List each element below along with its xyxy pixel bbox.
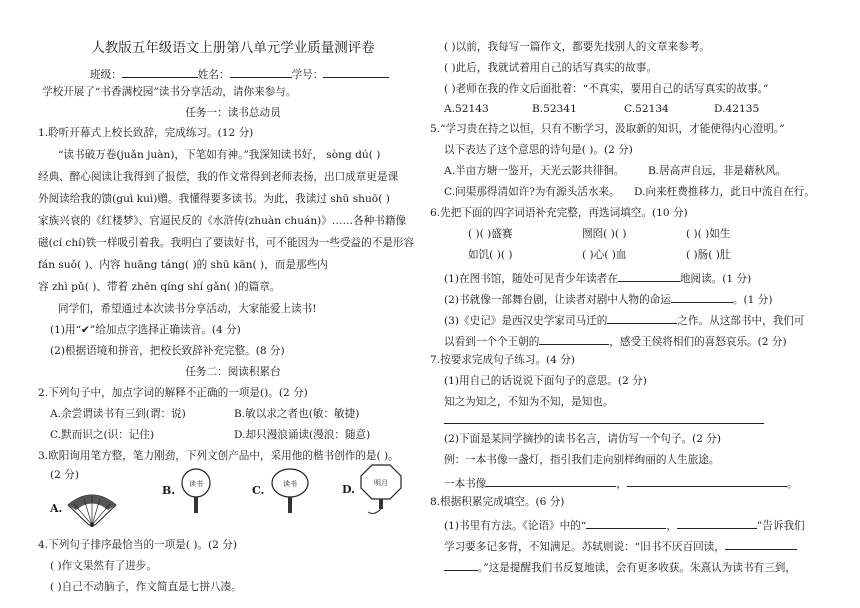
q4-option-d: D.42135 [714, 103, 760, 115]
q2-option-b: B.敏以求之者也(敏：敏捷) [234, 408, 360, 420]
q6-word: 如饥( )( ) [468, 249, 513, 261]
q6-sub2-text: (2)书就像一部舞台剧，让读者对剧中人物的命运 [444, 294, 671, 306]
q1-line: 容 zhì pǔ( )、带着 zhēn qíng shí gǎn( )的篇章。 [38, 281, 281, 293]
q5-option-c: C.问渠那得清如许?为有源头活水来。 [444, 186, 620, 198]
q6-sub3-end: ，感受王侯将相们的喜怒哀乐。(2 分) [609, 336, 787, 348]
fan-icon [176, 465, 216, 517]
q6-sub2 [444, 292, 772, 306]
q5-option-d: D.向来枉费推移力，此日中流自在行。 [634, 186, 815, 198]
q1-line: 外阅读给我的馈(guì kuì)赠。我懂得要多读书。为此，我读过 shū shuō( ) [38, 193, 390, 205]
q6-word: 囫囵( )( ) [582, 228, 627, 240]
q6-sub3-end: 之作。从这部书中，我们可 [677, 315, 805, 327]
q6-sub2-blank[interactable] [671, 292, 733, 303]
fan-option-label: D. [342, 483, 355, 496]
q2-option-d: D.却只漫浪诵读(漫浪：随意) [234, 429, 371, 441]
q6-sub3-text: 以看到一个个王朝的 [444, 336, 540, 348]
task1-heading: 任务一：读书总动员 [185, 107, 281, 119]
id-field[interactable] [323, 67, 389, 78]
fan-option-label: C. [252, 484, 265, 497]
q5-stem: 5.“学习贵在持之以恒，只有不断学习，汲取新的知识，才能使得内心澄明。” [430, 123, 785, 135]
q6-word: ( )( )如生 [686, 228, 731, 240]
q7-prompt-text: 一本书像 [444, 478, 487, 490]
class-label: 班级： [90, 69, 122, 81]
q1-sub2: (2)根据语境和拼音，把校长致辞补充完整。(8 分) [50, 345, 285, 357]
class-field[interactable] [122, 67, 198, 78]
fan-text: 读书 [283, 480, 297, 488]
q7-blank-1[interactable] [486, 476, 616, 487]
q6-sub2-end: 。(1 分) [732, 294, 773, 306]
fan-icon [64, 491, 120, 529]
q1-sub1: (1)用“✔”给加点字选择正确读音。(4 分) [50, 324, 241, 336]
q4-item: ( )以前，我每写一篇作文，都要先找别人的文章来参考。 [444, 41, 710, 53]
fan-icon [356, 462, 406, 518]
q1-line: fán suǒ( )、内容 huāng táng( )的 shū kān( )，而是那些内 [38, 259, 328, 271]
fan-option-label: A. [50, 502, 63, 515]
q8-text: ， [666, 520, 677, 532]
q8-text: 。”这是提醒我们书反复地读，会有更多收获。朱熹认为读书有三到， [478, 562, 796, 574]
student-info-row [90, 67, 389, 81]
q4-option-c: C.52134 [624, 103, 669, 115]
q8-blank[interactable] [444, 560, 478, 571]
q8-text: ”告诉我们 [756, 520, 805, 532]
q4-stem: 4.下列句子排序最恰当的一项是( )。(2 分) [38, 539, 238, 551]
q6-sub1-text: (1)在图书馆，随处可见青少年读者在 [444, 273, 618, 285]
q6-word: ( )( )盛赛 [468, 228, 513, 240]
q1-line: “读书破万卷(juǎn juàn)，下笔如有神。”我深知读书好， sòng dú( ) [58, 149, 381, 161]
q5-stem: 以下表达了这个意思的诗句是( )。(2 分) [444, 144, 633, 156]
q1-line: 磁(cí chí)铁一样吸引着我。我明白了要读好书，可不能因为一些受益的不是形容 [38, 237, 415, 249]
q2-option-c: C.默而识之(识：记住) [50, 429, 155, 441]
q2-option-a: A.余尝谓读书有三到(谓：说) [50, 408, 186, 420]
q7-quote: 知之为知之，不知为不知，是知也。 [444, 396, 614, 408]
q7-example: 例：一本书像一盏灯，指引我们走向别样绚丽的人生旅途。 [444, 454, 720, 466]
q8-stem: 8.根据积累完成填空。(6 分) [430, 496, 565, 508]
q7-answer-line[interactable] [444, 413, 764, 427]
q6-sub1-blank[interactable] [618, 271, 680, 282]
q5-option-a: A.半亩方塘一鉴开，天光云影共徘徊。 [444, 165, 625, 177]
q7-stem: 7.按要求完成句子练习。(4 分) [430, 354, 576, 366]
q4-item: ( )老师在我的作文后面批着：“不真实，要用自己的话写真实的故事。” [444, 83, 769, 95]
q6-sub1 [444, 271, 751, 285]
q7-sub2: (2)下面是某同学摘抄的读书名言，请仿写一个句子。(2 分) [444, 433, 722, 445]
q6-sub1-end: 地阅读。(1 分) [679, 273, 752, 285]
id-label: 学号： [291, 69, 324, 81]
q4-option-a: A.52143 [444, 103, 489, 115]
q3-stem: 3.欧阳询用笔方整，笔力刚劲，下列文创产品中，采用他的楷书创作的是( )。 [38, 450, 399, 462]
fan-text: 明月 [374, 479, 388, 487]
q7-blank-2[interactable] [627, 476, 787, 487]
fan-icon [266, 465, 314, 517]
q6-sub3 [444, 313, 804, 327]
q6-sub3-blank[interactable] [539, 334, 609, 345]
q8-line1 [444, 518, 805, 532]
q7-sub1: (1)用自己的话说说下面句子的意思。(2 分) [444, 375, 647, 387]
name-field[interactable] [230, 67, 292, 78]
q8-line2 [444, 539, 797, 553]
q6-sub3-cont [444, 334, 787, 348]
name-label: 姓名： [197, 69, 230, 81]
q8-blank[interactable] [725, 539, 797, 550]
fan-text: 读书 [189, 480, 203, 488]
task2-heading: 任务二：阅读积累台 [185, 366, 281, 378]
q1-line: 家族兴衰的《红楼梦》、官逼民反的《水浒传(zhuàn chuán)》……各种书籍像 [38, 215, 407, 227]
q8-text: (1)书里有方法。《论语》中的“ [444, 520, 587, 532]
q8-blank[interactable] [586, 518, 666, 529]
q6-word: ( )心( )血 [582, 249, 627, 261]
q8-text: 学习要多记多背，不知满足。苏轼则说：“旧书不厌百回读， [444, 541, 725, 553]
fan-option-label: B. [162, 484, 176, 497]
q4-item: ( )自己不动脑子，作文简直是七拼八凑。 [50, 581, 242, 593]
page-title: 人教版五年级语文上册第八单元学业质量测评卷 [91, 40, 375, 56]
q2-stem: 2.下列句子中，加点字词的解释不正确的一项是()。(2 分) [38, 387, 308, 399]
q4-item: ( )此后，我就试着用自己的话写真实的故事。 [444, 62, 657, 74]
q6-word: ( )肠( )肚 [686, 249, 731, 261]
q1-line: 经典、醉心阅读让我得到了报偿，我的作文常得到老师表扬，出口成章更是课 [38, 171, 399, 183]
q8-blank[interactable] [677, 518, 757, 529]
q6-stem: 6.先把下面的四字词语补充完整，再选词填空。(10 分) [430, 207, 688, 219]
q5-option-b: B.居高声自远，非是藉秋风。 [648, 165, 787, 177]
intro-text: 学校开展了“书香满校园”读书分享活动，请你来参与。 [42, 86, 297, 98]
q7-prompt: 一本书像 ， 。 [444, 478, 798, 490]
q4-item: ( )作文果然有了进步。 [50, 560, 157, 572]
q8-line3 [444, 560, 796, 574]
q1-line: 同学们，希望通过本次读书分享活动，大家能爱上读书! [58, 303, 317, 315]
q6-sub3-blank[interactable] [607, 313, 677, 324]
q3-score: (2 分) [50, 469, 79, 481]
q6-sub3-text: (3)《史记》是西汉史学家司马迁的 [444, 315, 608, 327]
q4-option-b: B.52341 [532, 103, 577, 115]
q1-stem: 1.聆听开幕式上校长致辞，完成练习。(12 分) [38, 127, 254, 139]
